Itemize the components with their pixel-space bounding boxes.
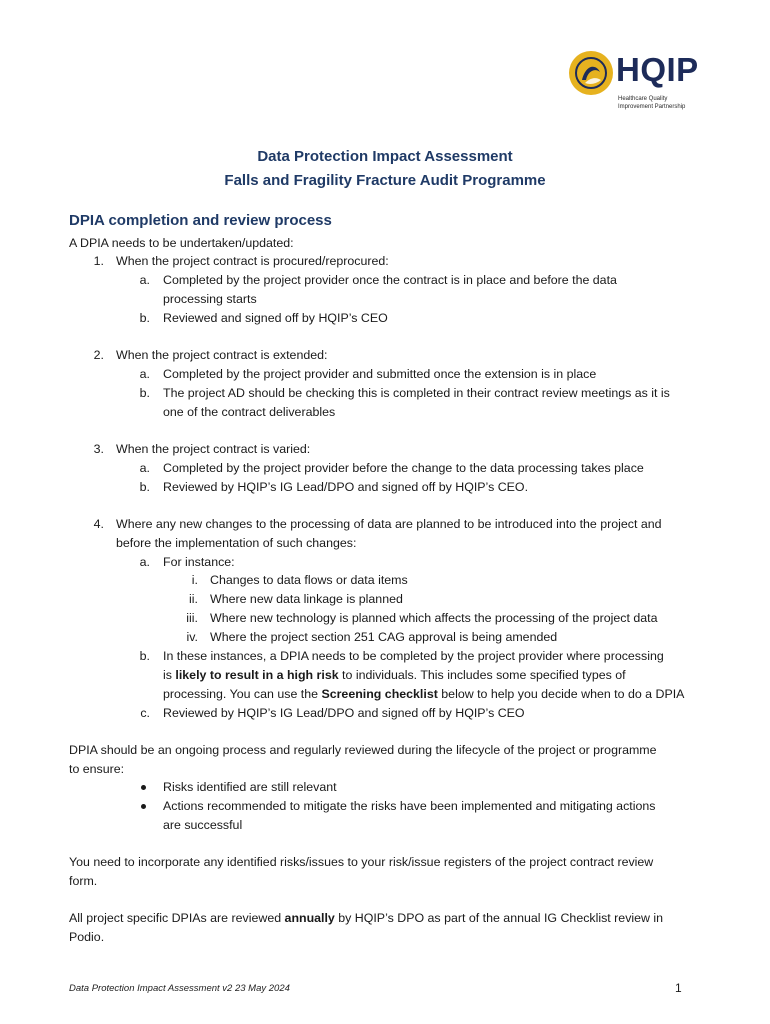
list-roman: iv. — [186, 630, 198, 644]
list-item-cont — [163, 666, 626, 685]
list-letter: c. — [140, 706, 150, 720]
list-letter: b. — [139, 649, 150, 663]
bold-text: Screening checklist — [321, 687, 438, 701]
list-number: 2. — [93, 348, 104, 362]
text-run: is — [163, 668, 176, 682]
list-item: Reviewed by HQIP’s IG Lead/DPO and signed off by HQIP’s CEO. — [163, 480, 529, 494]
list-letter: a. — [139, 461, 150, 475]
list-roman: iii. — [186, 611, 198, 625]
list-item: When the project contract is procured/reprocured: — [116, 254, 389, 268]
page-footer: Data Protection Impact Assessment v2 23 May 2024 — [69, 983, 290, 994]
document-subtitle: Falls and Fragility Fracture Audit Programme — [224, 172, 546, 189]
text-run: by HQIP’s DPO as part of the annual IG Checklist review in — [334, 911, 664, 925]
bullet-item: Risks identified are still relevant — [163, 780, 337, 794]
document-title: Data Protection Impact Assessment — [257, 148, 513, 165]
list-letter: b. — [139, 480, 150, 494]
list-roman: ii. — [189, 592, 198, 606]
list-item: The project AD should be checking this is completed in their contract review meetings as it is — [163, 386, 670, 400]
list-item: Completed by the project provider before the change to the data processing takes place — [163, 461, 644, 475]
paragraph — [69, 909, 663, 928]
list-roman: i. — [191, 573, 198, 587]
list-number: 3. — [93, 442, 104, 456]
bullet-icon — [141, 804, 146, 809]
bullet-item-cont: are successful — [163, 818, 243, 832]
paragraph-cont: Podio. — [69, 930, 105, 944]
list-item-cont — [163, 685, 684, 704]
list-item: Completed by the project provider and submitted once the extension is in place — [163, 367, 597, 381]
list-letter: a. — [139, 555, 150, 569]
list-item: In these instances, a DPIA needs to be completed by the project provider where processing — [163, 649, 664, 663]
list-item: Where any new changes to the processing of data are planned to be introduced into the project and — [116, 517, 662, 531]
list-item: When the project contract is extended: — [116, 348, 328, 362]
text-run: processing. You can use the — [163, 687, 322, 701]
bullet-item: Actions recommended to mitigate the risks have been implemented and mitigating actions — [163, 799, 656, 813]
list-item: Where the project section 251 CAG approval is being amended — [210, 630, 558, 644]
logo-subtitle — [618, 95, 685, 111]
intro-text: A DPIA needs to be undertaken/updated: — [69, 236, 294, 250]
list-number: 1. — [93, 254, 104, 268]
list-item-cont: processing starts — [163, 292, 257, 306]
text-run: All project specific DPIAs are reviewed — [69, 911, 285, 925]
logo-subtitle-line2: Improvement Partnership — [618, 104, 686, 110]
hqip-emblem-icon — [568, 50, 614, 96]
list-letter: b. — [139, 311, 150, 325]
logo-wordmark: HQIP — [616, 51, 699, 88]
list-item-cont: one of the contract deliverables — [163, 405, 336, 419]
list-item: For instance: — [163, 555, 235, 569]
list-item-cont: before the implementation of such changes: — [116, 536, 357, 550]
text-run: below to help you decide when to do a DPIA — [437, 687, 685, 701]
list-letter: a. — [139, 273, 150, 287]
list-letter: b. — [139, 386, 150, 400]
paragraph-cont: to ensure: — [69, 762, 125, 776]
list-item: Where new data linkage is planned — [210, 592, 403, 606]
list-letter: a. — [139, 367, 150, 381]
list-item: Where new technology is planned which affects the processing of the project data — [210, 611, 658, 625]
paragraph: DPIA should be an ongoing process and regularly reviewed during the lifecycle of the project or programme — [69, 743, 657, 757]
list-item: When the project contract is varied: — [116, 442, 311, 456]
page-number: 1 — [675, 981, 682, 995]
paragraph-cont: form. — [69, 874, 98, 888]
bold-text: annually — [284, 911, 335, 925]
list-item: Reviewed and signed off by HQIP’s CEO — [163, 311, 388, 325]
logo-subtitle-line1: Healthcare Quality — [618, 96, 668, 102]
section-heading: DPIA completion and review process — [69, 212, 332, 229]
hqip-logo — [558, 44, 718, 124]
list-item: Changes to data flows or data items — [210, 573, 408, 587]
text-run: to individuals. This includes some specified types of — [338, 668, 626, 682]
bullet-icon — [141, 785, 146, 790]
list-item: Reviewed by HQIP’s IG Lead/DPO and signed off by HQIP’s CEO — [163, 706, 525, 720]
paragraph: You need to incorporate any identified risks/issues to your risk/issue registers of the project contract review — [69, 855, 654, 869]
bold-text: likely to result in a high risk — [175, 668, 339, 682]
list-number: 4. — [93, 517, 104, 531]
list-item: Completed by the project provider once the contract is in place and before the data — [163, 273, 617, 287]
